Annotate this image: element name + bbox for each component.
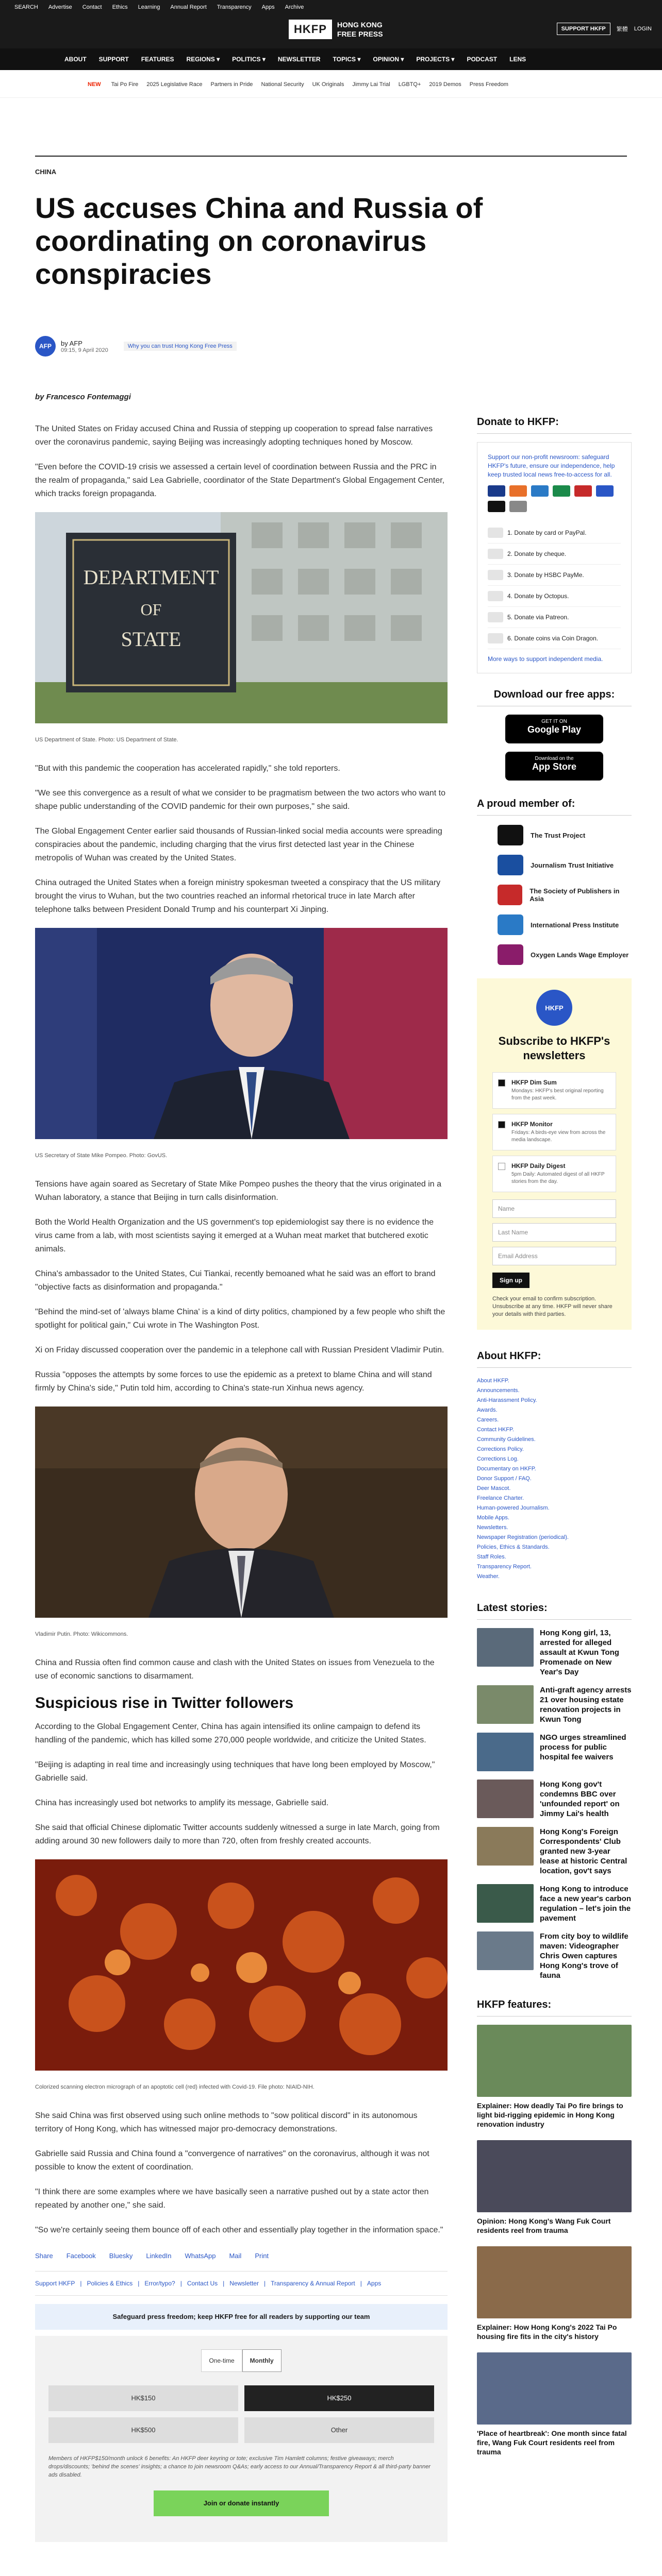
svg-text:STATE: STATE: [121, 628, 181, 651]
donation-method-label: 2. Donate by cheque.: [507, 550, 567, 557]
share-link[interactable]: Facebook: [66, 2252, 96, 2260]
photo-caption: Vladimir Putin. Photo: Wikicommons.: [35, 1631, 128, 1637]
frequency-toggle: [48, 2349, 434, 2372]
about-link[interactable]: Newspaper Registration (periodical).: [477, 1534, 569, 1540]
svg-text:OF: OF: [140, 600, 162, 619]
masthead-actions: [557, 23, 652, 35]
photo-caption: Colorized scanning electron micrograph of an apoptotic cell (red) infected with Covid-19. File photo: NIAID-NIH.: [35, 2084, 315, 2090]
about-link[interactable]: Awards.: [477, 1407, 498, 1413]
member-org-name: Journalism Trust Initiative: [531, 861, 614, 869]
feature-image[interactable]: [477, 2025, 632, 2097]
newsletter-name: HKFP Dim Sum: [511, 1079, 557, 1086]
footer-link[interactable]: Transparency & Annual Report: [271, 2280, 355, 2287]
nav-item[interactable]: TOPICS ▾: [333, 56, 361, 63]
paragraph: China's ambassador to the United States, Cui Tiankai, recently bemoaned what he said was an effort to brand "objective facts as disinformation and propaganda.": [35, 1269, 436, 1292]
trust-link[interactable]: Why you can trust Hong Kong Free Press: [124, 342, 237, 351]
feature-image[interactable]: [477, 2246, 632, 2318]
utility-link[interactable]: Advertise: [48, 4, 72, 10]
member-org-name: The Trust Project: [531, 831, 586, 839]
newsletter-note: Check your email to confirm subscription. Unsubscribe at any time. HKFP will never share your details with third parties.: [492, 1296, 613, 1317]
join-donate-button[interactable]: Join or donate instantly: [154, 2490, 329, 2516]
story-list: [477, 1628, 632, 1980]
trending-bar: [0, 70, 662, 98]
about-link[interactable]: Deer Mascot.: [477, 1485, 511, 1492]
new-badge: NEW: [88, 81, 101, 88]
stories-heading: Latest stories:: [477, 1602, 632, 1620]
last-name-field[interactable]: Last Name: [492, 1223, 616, 1242]
story-title[interactable]: NGO urges streamlined process for public hospital fee waivers: [540, 1733, 626, 1761]
footer-link: |: [180, 2280, 182, 2287]
about-link[interactable]: Community Guidelines.: [477, 1436, 536, 1443]
trending-link[interactable]: Partners in Pride: [210, 81, 253, 88]
state-department-photo: [35, 512, 448, 728]
story-item[interactable]: [477, 1628, 632, 1677]
member-org[interactable]: [477, 944, 632, 965]
paragraph: The Global Engagement Center earlier said thousands of Russian-linked social media accounts were spreading conspiracies about the pandemic, including charging that the virus first detected last year in the Chinese metropolis of Wuhan was created by the United States.: [35, 827, 442, 862]
utility-link[interactable]: SEARCH: [14, 4, 38, 10]
member-logo-icon: [498, 885, 522, 905]
footer-link: |: [263, 2280, 266, 2287]
sidebar: [477, 416, 632, 2468]
paragraph: According to the Global Engagement Center, China has again intensified its online campaign to defend its handling of the pandemic, which has killed some 270,000 people worldwide, and criticize the United States.: [35, 1722, 426, 1744]
about-section: [477, 1350, 632, 1582]
member-org-name: The Society of Publishers in Asia: [529, 887, 620, 903]
paragraph: She said that official Chinese diplomatic Twitter accounts suddenly witnessed a surge in late March, going from adding around 30 new followers daily to more than 720, often from freshly created accounts.: [35, 1823, 440, 1845]
donate-widget: [35, 2336, 448, 2542]
paragraph: "Even before the COVID-19 crisis we assessed a certain level of coordination between Russia and the PRC in the realm of propaganda," said Lea Gabrielle, coordinator of the State Department's Global Engagement Center, which tracks foreign propaganda.: [35, 463, 445, 498]
features-heading: HKFP features:: [477, 1999, 632, 2016]
footer-link[interactable]: Error/typo?: [144, 2280, 175, 2287]
checkbox[interactable]: [498, 1079, 505, 1087]
donation-method[interactable]: [488, 607, 621, 628]
share-link[interactable]: Mail: [229, 2252, 242, 2260]
utility-links: [14, 4, 304, 10]
newsletter-desc: Fridays: A birds-eye view from across the media landscape.: [511, 1130, 606, 1143]
nav-item[interactable]: SUPPORT: [98, 56, 129, 63]
google-pay-icon: [509, 501, 527, 512]
feature-title[interactable]: Opinion: Hong Kong's Wang Fuk Court residents reel from trauma: [477, 2217, 611, 2234]
feature-image[interactable]: [477, 2352, 632, 2425]
nav-item[interactable]: PODCAST: [467, 56, 498, 63]
pompeo-photo: [35, 928, 448, 1144]
top-utility-bar: [0, 0, 662, 14]
footer-link: |: [80, 2280, 82, 2287]
nav-item[interactable]: OPINION ▾: [373, 56, 404, 63]
newsletter-signup: [477, 978, 632, 1330]
donation-method[interactable]: [488, 628, 621, 649]
donation-method-label: 1. Donate by card or PayPal.: [507, 529, 587, 536]
story-thumbnail[interactable]: [477, 1733, 534, 1771]
paragraph: "But with this pandemic the cooperation has accelerated rapidly," she told reporters.: [35, 764, 340, 773]
app-store-button[interactable]: [505, 752, 603, 781]
newsletter-desc: Mondays: HKFP's best original reporting from the past week.: [511, 1088, 604, 1101]
footer-link: |: [138, 2280, 140, 2287]
footer-link: |: [360, 2280, 362, 2287]
donation-method-label: 4. Donate by Octopus.: [507, 592, 569, 600]
article-writer: by Francesco Fontemaggi: [35, 393, 131, 401]
app-store-label: App Store: [532, 761, 576, 772]
donation-method[interactable]: [488, 586, 621, 607]
about-link[interactable]: Careers.: [477, 1417, 499, 1423]
paragraph: Russia "opposes the attempts by some forces to use the epidemic as a pretext to blame China and will stand firmly by China's side," Putin told him, according to China's state-run Xinhua news agency.: [35, 1370, 432, 1393]
about-link[interactable]: Donor Support / FAQ.: [477, 1476, 532, 1482]
footer-link[interactable]: Newsletter: [229, 2280, 259, 2287]
story-title[interactable]: Hong Kong girl, 13, arrested for alleged assault at Kwun Tong Promenade on New Year's Day: [540, 1629, 619, 1676]
site-logo[interactable]: [289, 20, 394, 39]
share-bar: [35, 2249, 448, 2263]
trending-link[interactable]: 2019 Demos: [429, 81, 461, 88]
feature-image[interactable]: [477, 2140, 632, 2212]
about-link[interactable]: Staff Roles.: [477, 1554, 506, 1560]
logo-text: HONG KONG FREE PRESS: [337, 21, 383, 38]
newsletter-option[interactable]: [492, 1072, 616, 1109]
about-link[interactable]: Corrections Policy.: [477, 1446, 524, 1452]
paragraph: China outraged the United States when a foreign ministry spokesman tweeted a conspiracy that the US military brought the virus to Wuhan, but the two countries reached an informal rhetorical truce in late March after telephone talks between President Donald Trump and his counterpart Xi Jinping.: [35, 878, 441, 914]
about-link[interactable]: Contact HKFP.: [477, 1427, 514, 1433]
apps-section: [477, 689, 632, 781]
member-logo-icon: [498, 855, 523, 875]
amount-option[interactable]: Other: [244, 2417, 434, 2443]
svg-text:DEPARTMENT: DEPARTMENT: [83, 566, 219, 589]
one-time-option[interactable]: One-time: [201, 2349, 242, 2372]
section-rule: [35, 156, 627, 157]
more-ways-link[interactable]: More ways to support independent media.: [488, 655, 603, 663]
paragraph: "I think there are some examples where we have basically seen a narrative pushed out by a state actor then repeated by another one," she said.: [35, 2188, 429, 2210]
footer-link[interactable]: Contact Us: [187, 2280, 218, 2287]
paragraph: China has increasingly used bot networks to amplify its message, Gabrielle said.: [35, 1799, 329, 1807]
newsletter-option[interactable]: [492, 1156, 616, 1192]
story-item[interactable]: [477, 1780, 632, 1819]
jcb-icon: [553, 485, 570, 497]
amex-icon: [531, 485, 549, 497]
payment-method-icon: [488, 528, 503, 538]
paragraph: Xi on Friday discussed cooperation over the pandemic in a telephone call with Russian President Vladimir Putin.: [35, 1346, 444, 1354]
google-play-small: GET IT ON: [541, 719, 567, 724]
newsletter-name: HKFP Monitor: [511, 1121, 553, 1128]
unionpay-icon: [574, 485, 592, 497]
author-name[interactable]: by AFP: [61, 339, 82, 347]
donation-method[interactable]: [488, 544, 621, 565]
email-field[interactable]: Email Address: [492, 1247, 616, 1265]
footer-link[interactable]: Support HKFP: [35, 2280, 75, 2287]
login-link[interactable]: LOGIN: [634, 26, 652, 32]
donation-methods: [488, 522, 621, 649]
apps-heading: Download our free apps:: [477, 689, 632, 706]
story-thumbnail[interactable]: [477, 1780, 534, 1818]
trending-link[interactable]: Jimmy Lai Trial: [352, 81, 390, 88]
amount-option[interactable]: HK$500: [48, 2417, 238, 2443]
story-thumbnail[interactable]: [477, 1685, 534, 1724]
footer-link[interactable]: Apps: [367, 2280, 382, 2287]
subheading: Suspicious rise in Twitter followers: [35, 1694, 294, 1711]
footer-link[interactable]: Policies & Ethics: [87, 2280, 133, 2287]
nav-item[interactable]: REGIONS ▾: [186, 56, 220, 63]
virus-micrograph: [35, 1859, 448, 2075]
checkbox[interactable]: [498, 1121, 505, 1128]
story-item[interactable]: [477, 1827, 632, 1876]
nav-item[interactable]: FEATURES: [141, 56, 174, 63]
nav-item[interactable]: PROJECTS ▾: [416, 56, 455, 63]
donate-note[interactable]: Support our non-profit newsroom: safeguard HKFP's future, ensure our independence, help keep trusted local news free-to-access for all.: [488, 453, 615, 478]
story-item[interactable]: [477, 1931, 632, 1980]
about-links: [477, 1376, 632, 1582]
membership-benefits: Members of HKFP$150/month unlock 6 benefits: An HKFP deer keyring or tote; exclusive Tim Hamlett columns; festive giveaways; merch drops/discounts; 'behind the scenes' insights; a chance to join newsroom Q&As; early access to our Annual/Transparency Report & all third-party banner ads disabled.: [48, 2455, 431, 2478]
trending-link[interactable]: National Security: [261, 81, 304, 88]
latest-stories: [477, 1602, 632, 1980]
photo-caption: US Department of State. Photo: US Department of State.: [35, 737, 178, 743]
amount-option[interactable]: HK$150: [48, 2385, 238, 2411]
member-logos: [477, 825, 632, 965]
feature-title[interactable]: Explainer: How deadly Tai Po fire brings to light bid-rigging epidemic in Hong Kong renovation industry: [477, 2102, 623, 2128]
member-logo-icon: [498, 825, 523, 845]
trending-link[interactable]: 2025 Legislative Race: [146, 81, 203, 88]
utility-link[interactable]: Apps: [261, 4, 275, 10]
about-link[interactable]: Announcements.: [477, 1387, 520, 1394]
byline: [35, 336, 237, 357]
paragraph: China and Russia often find common cause and clash with the United States on issues from Venezuela to the use of economic sanctions to disarmament.: [35, 1658, 435, 1681]
payment-icons: [488, 485, 621, 512]
paragraph: "So we're certainly seeing them bounce off of each other and essentially play together in the information space.": [35, 2226, 443, 2234]
article-headline: US accuses China and Russia of coordinating on coronavirus conspiracies: [35, 192, 483, 290]
amount-options: [48, 2385, 434, 2443]
putin-photo: [35, 1406, 448, 1622]
section-label[interactable]: CHINA: [35, 168, 57, 176]
footer-link: |: [223, 2280, 225, 2287]
main-nav: [0, 48, 662, 70]
amount-option[interactable]: HK$250: [244, 2385, 434, 2411]
paragraph: Tensions have again soared as Secretary of State Mike Pompeo pushes the theory that the virus originated in a Wuhan laboratory, a stance that Beijing in turn calls disinformation.: [35, 1180, 442, 1202]
nav-item[interactable]: ABOUT: [64, 56, 87, 63]
share-link[interactable]: Print: [255, 2252, 269, 2260]
nav-item[interactable]: NEWSLETTER: [277, 56, 321, 63]
member-logo-icon: [498, 944, 523, 965]
paragraph: The United States on Friday accused China and Russia of stepping up cooperation to spread false narratives over the coronavirus pandemic, saying Beijing was increasingly adopting techniques honed by Moscow.: [35, 425, 433, 447]
feature-list: [477, 2025, 632, 2456]
paypal-icon: [596, 485, 614, 497]
member-org-name: International Press Institute: [531, 921, 619, 929]
newsletter-name: HKFP Daily Digest: [511, 1162, 566, 1170]
share-link[interactable]: Bluesky: [109, 2252, 133, 2260]
app-store-small: Download on the: [535, 756, 574, 761]
payment-method-icon: [488, 570, 503, 580]
story-title[interactable]: Anti-graft agency arrests 21 over housing estate renovation projects in Kwun Tong: [540, 1686, 632, 1724]
member-logo-icon: [498, 914, 523, 935]
paragraph: "Behind the mind-set of 'always blame China' is a kind of dirty politics, championed by a few people who shift the spotlight for political gain," Cui wrote in The Washington Post.: [35, 1308, 445, 1330]
about-link[interactable]: Newsletters.: [477, 1524, 508, 1531]
trending-link[interactable]: LGBTQ+: [398, 81, 421, 88]
newsletter-badge: HKFP: [536, 990, 572, 1026]
utility-link[interactable]: Transparency: [217, 4, 252, 10]
about-link[interactable]: Policies, Ethics & Standards.: [477, 1544, 550, 1550]
feature-title[interactable]: Explainer: How Hong Kong's 2022 Tai Po housing fire fits in the city's history: [477, 2323, 617, 2341]
language-link[interactable]: 繁體: [616, 26, 628, 32]
donation-method-label: 3. Donate by HSBC PayMe.: [507, 571, 584, 579]
story-title[interactable]: Hong Kong's Foreign Correspondents' Club granted new 3-year lease at historic Central location, gov't says: [540, 1827, 627, 1875]
story-thumbnail[interactable]: [477, 1931, 534, 1970]
nav-item[interactable]: POLITICS ▾: [232, 56, 266, 63]
story-thumbnail[interactable]: [477, 1628, 534, 1667]
story-title[interactable]: Hong Kong to introduce face a new year's carbon regulation – let's join the pavement: [540, 1885, 631, 1923]
trending-link[interactable]: Tai Po Fire: [111, 81, 139, 88]
about-link[interactable]: Documentary on HKFP.: [477, 1466, 536, 1472]
member-heading: A proud member of:: [477, 798, 632, 816]
paragraph: Both the World Health Organization and the US government's top epidemiologist say there is no evidence the virus came from a lab, with most scientists saying it emerged at a Wuhan meat market that butchered exotic animals.: [35, 1218, 434, 1253]
signup-button[interactable]: Sign up: [492, 1273, 529, 1288]
about-link[interactable]: Transparency Report.: [477, 1564, 532, 1570]
about-link[interactable]: Human-powered Journalism.: [477, 1505, 550, 1511]
photo-caption: US Secretary of State Mike Pompeo. Photo: GovUS.: [35, 1153, 168, 1159]
newsletter-desc: 5pm Daily: Automated digest of all HKFP stories from the day.: [511, 1172, 605, 1184]
member-org[interactable]: [477, 885, 632, 905]
paragraph: She said China was first observed using such online methods to "sow political discord" in its autonomous territory of Hong Kong, which has witnessed major pro-democracy demonstrations.: [35, 2111, 418, 2133]
features-section: [477, 1999, 632, 2456]
paragraph: Gabrielle said Russia and China found a "convergence of narratives" on the coronavirus, although it was not possible to know the extent of coordination.: [35, 2149, 429, 2172]
story-item[interactable]: [477, 1884, 632, 1923]
about-link[interactable]: About HKFP.: [477, 1378, 509, 1384]
story-item[interactable]: [477, 1733, 632, 1771]
member-org-name: Oxygen Lands Wage Employer: [531, 951, 629, 959]
story-item[interactable]: [477, 1685, 632, 1724]
donate-banner[interactable]: Safeguard press freedom; keep HKFP free for all readers by supporting our team: [35, 2304, 448, 2330]
donation-method[interactable]: [488, 565, 621, 586]
donate-card: [477, 442, 632, 673]
mastercard-icon: [509, 485, 527, 497]
utility-link[interactable]: Ethics: [112, 4, 128, 10]
name-field[interactable]: Name: [492, 1199, 616, 1218]
about-link[interactable]: Mobile Apps.: [477, 1515, 509, 1521]
publish-date: 09:15, 9 April 2020: [61, 347, 108, 353]
support-hkfp-button[interactable]: SUPPORT HKFP: [557, 23, 610, 35]
share-link[interactable]: WhatsApp: [185, 2252, 216, 2260]
logo-mark: HKFP: [289, 20, 332, 39]
membership-section: [477, 798, 632, 965]
newsletter-options: [492, 1072, 616, 1192]
about-heading: About HKFP:: [477, 1350, 632, 1368]
feature-title[interactable]: 'Place of heartbreak': One month since fatal fire, Wang Fuk Court residents reel from trauma: [477, 2429, 627, 2456]
payment-method-icon: [488, 633, 503, 643]
donate-heading: Donate to HKFP:: [477, 416, 632, 434]
share-link[interactable]: LinkedIn: [146, 2252, 172, 2260]
about-link[interactable]: Anti-Harassment Policy.: [477, 1397, 537, 1403]
main-nav-items: [64, 56, 526, 63]
monthly-option[interactable]: Monthly: [242, 2349, 282, 2372]
apple-pay-icon: [488, 501, 505, 512]
share-link: Share: [35, 2252, 53, 2260]
story-thumbnail[interactable]: [477, 1827, 534, 1866]
member-org[interactable]: [477, 914, 632, 935]
utility-link[interactable]: Annual Report: [170, 4, 207, 10]
member-org[interactable]: [477, 855, 632, 875]
article-footer-links: [35, 2271, 448, 2296]
donation-method-label: 5. Donate via Patreon.: [507, 614, 569, 621]
checkbox[interactable]: [498, 1163, 505, 1170]
article-body: [35, 422, 448, 2542]
trending-link[interactable]: UK Originals: [312, 81, 344, 88]
payment-method-icon: [488, 591, 503, 601]
google-play-label: Google Play: [527, 724, 582, 735]
story-title[interactable]: Hong Kong gov't condemns BBC over 'unfounded report' on Jimmy Lai's health: [540, 1780, 620, 1818]
google-play-button[interactable]: [505, 715, 603, 743]
utility-link[interactable]: Archive: [285, 4, 304, 10]
about-link[interactable]: Weather.: [477, 1573, 500, 1580]
utility-link[interactable]: Contact: [82, 4, 102, 10]
newsletter-option[interactable]: [492, 1114, 616, 1150]
donation-method[interactable]: [488, 522, 621, 544]
payment-method-icon: [488, 549, 503, 559]
donation-method-label: 6. Donate coins via Coin Dragon.: [507, 635, 599, 642]
story-title[interactable]: From city boy to wildlife maven: Videographer Chris Owen captures Hong Kong's trove of fauna: [540, 1932, 628, 1980]
payment-method-icon: [488, 612, 503, 622]
utility-link[interactable]: Learning: [138, 4, 160, 10]
paragraph: "Beijing is adapting in real time and increasingly using techniques that have long been employed by Moscow," Gabrielle said.: [35, 1760, 435, 1783]
paragraph: "We see this convergence as a result of what we consider to be pragmatism between the two actors who want to shape public understanding of the COVID pandemic for their own purposes," she said.: [35, 789, 446, 811]
member-org[interactable]: [477, 825, 632, 845]
visa-icon: [488, 485, 505, 497]
story-thumbnail[interactable]: [477, 1884, 534, 1923]
nav-item[interactable]: LENS: [509, 56, 526, 63]
author-avatar: AFP: [35, 336, 56, 357]
about-link[interactable]: Freelance Charter.: [477, 1495, 524, 1501]
about-link[interactable]: Corrections Log.: [477, 1456, 519, 1462]
trending-links: [88, 81, 508, 88]
trending-link[interactable]: Press Freedom: [469, 81, 508, 88]
newsletter-title: Subscribe to HKFP's newsletters: [498, 1035, 610, 1062]
